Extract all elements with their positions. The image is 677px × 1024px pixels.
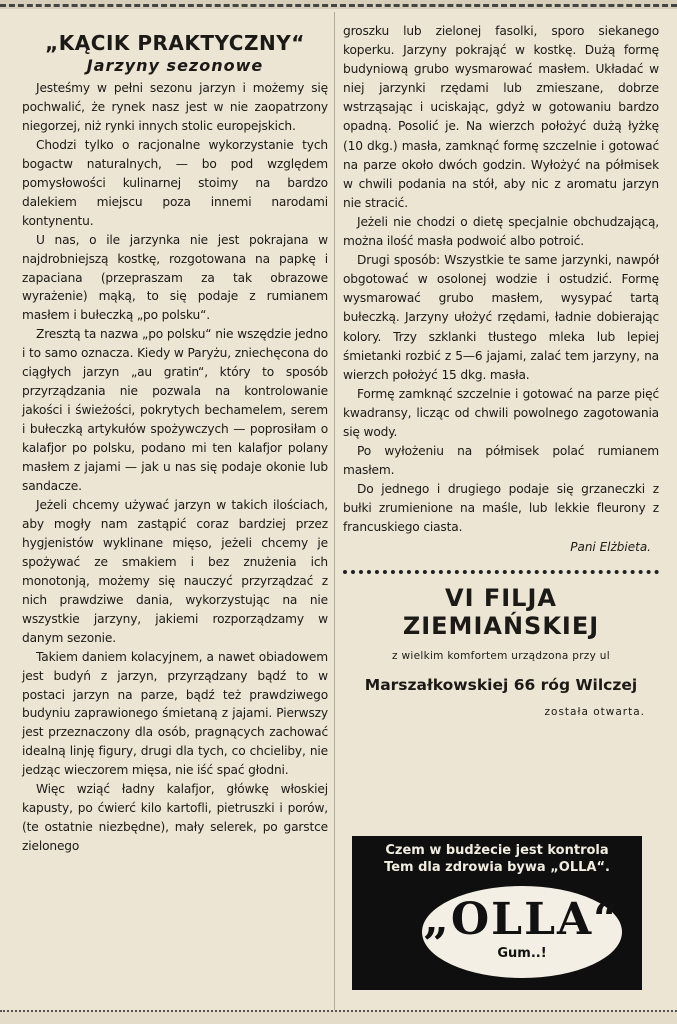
olla-slogan	[352, 842, 642, 876]
paragraph: Chodzi tylko o racjonalne wykorzystanie tych bogactw naturalnych, — bo pod względem pomysłowości kulinarnej stoimy na bardzo dalekiem miejscu poza innemi narodami kontynentu.	[22, 137, 328, 228]
bottom-border	[0, 1010, 677, 1024]
ad-address: Marszałkowskiej 66 róg Wilczej	[364, 675, 638, 694]
paragraph: Drugi sposób: Wszystkie te same jarzynki, nawpół obgotować w osolonej wodzie i ostudzić. Formę wysmarować grubo masłem, wysypać tartą bułeczką. Jarzyny ułożyć rzędami, ładnie dobierając kolory. Trzy szklanki tłustego mleka lub lepiej śmietanki rozbić z 5—6 jajami, zalać tem jarzyny, na wierzch położyć 15 dkg. masła.	[343, 253, 659, 382]
paragraph: U nas, o ile jarzynka nie jest pokrajana w najdrobniejszą kostkę, rozgotowana na papkę i zapaciana (przepraszam za tak obrazowe wyrażenie) mąką, to się podaje z rumianem masłem i bułeczką „po polsku“.	[22, 232, 328, 323]
paragraph: Formę zamknąć szczelnie i gotować na parze pięć kwadransy, licząc od chwili powolnego zagotowania się wody.	[343, 386, 659, 439]
ad-line: z wielkim komfortem urządzona przy ul	[392, 649, 610, 662]
article-left-column	[22, 22, 328, 856]
paragraph: Jeżeli nie chodzi o dietę specjalnie obchudzającą, można ilość masła podwoić albo potroić.	[343, 214, 659, 249]
ad-headline: VI FILJA ZIEMIAŃSKIEJ	[402, 583, 600, 640]
ad-opened: została otwarta.	[544, 705, 645, 718]
article-subtitle: Jarzyny sezonowe	[86, 56, 264, 75]
dotted-divider	[343, 570, 659, 574]
paragraph: Takiem daniem kolacyjnem, a nawet obiadowem jest budyń z jarzyn, przyrządzany bądź to w postaci jarzyn na parze, bądź też prawdziwego budyniu zaprawionego śmietaną z jajami. Pierwszy jest przeznaczony dla osób, pragnących zachować idealną linję figury, drugi dla tych, co chcieliby, nie jedząc wieczorem mięsa, nie iść spać głodni.	[22, 649, 328, 778]
olla-gum: Gum..!	[497, 946, 547, 961]
article-right-column	[343, 22, 659, 730]
paragraph: Po wyłożeniu na półmisek polać rumianem masłem.	[343, 444, 659, 478]
article-signature: Pani Elżbieta.	[570, 539, 651, 554]
olla-slogan-line-1: Czem w budżecie jest kontrola	[385, 843, 609, 858]
paragraph: Zresztą ta nazwa „po polsku“ nie wszędzie jedno i to samo oznacza. Kiedy w Paryżu, zniechęcona do ciągłych jarzyn „au gratin“, który to sposób przyrządzania nie pozwala na kontrolowanie jakości i świeżości, pokrytych bechamelem, serem i bułeczką artykułów spożywczych — poprosiłam o kalafjor po polsku, podano mi ten kalafjor polany masłem z jajami — jak u nas się podaje okonie lub sandacze.	[22, 327, 328, 494]
column-divider	[334, 12, 335, 1010]
olla-brand: „OLLA“	[423, 894, 621, 945]
paragraph: Więc wziąć ładny kalafjor, główkę włoskiej kapusty, po ćwierć kilo kartofli, pietruszki i porów, (te ostatnie niezbędne), mały selerek, po garstce zielonego	[22, 782, 328, 854]
olla-advertisement	[352, 836, 642, 990]
paragraph: groszku lub zielonej fasolki, sporo siekanego koperku. Jarzyny pokrająć w kostkę. Dużą formę budyniową grubo wysmarować masłem. Układać w niej jarzynki rzędami lub zmieszane, dobrze wstrząsając i uciskając, gdyż w gotowaniu bardzo opadną. Posolić je. Na wierzch położyć dużą łyżkę (10 dkg.) masła, zamknąć formę szczelnie i gotować na parze około dwóch godzin. Wyłożyć na półmisek w chwili podania na stół, aby nic z aromatu jarzyn nie stracić.	[343, 24, 659, 210]
paragraph: Jesteśmy w pełni sezonu jarzyn i możemy się pochwalić, że rynek nasz jest w nie zaopatrzony niegorzej, niż rynki innych stolic europejskich.	[22, 81, 328, 133]
olla-logo-oval	[422, 886, 622, 978]
paragraph: Jeżeli chcemy używać jarzyn w takich ilościach, aby mogły nam zastąpić coraz bardziej przez hygjenistów wyklinane mięso, jeżeli chcemy je spożywać ze smakiem i bez znużenia ich monotonją, możemy się nauczyć przyrządzać z nich prawdziwe dania, wykorzystując na nie wszystkie jarzyny, jakiemi rozporządzamy w danym sezonie.	[22, 497, 328, 645]
top-border	[0, 0, 677, 9]
paragraph: Do jednego i drugiego podaje się grzaneczki z bułki zrumienione na maśle, lub lekkie fleurony z francuskiego ciasta.	[343, 482, 659, 535]
olla-slogan-line-2: Tem dla zdrowia bywa „OLLA“.	[384, 860, 610, 875]
article-title: „KĄCIK PRAKTYCZNY“	[45, 31, 305, 55]
